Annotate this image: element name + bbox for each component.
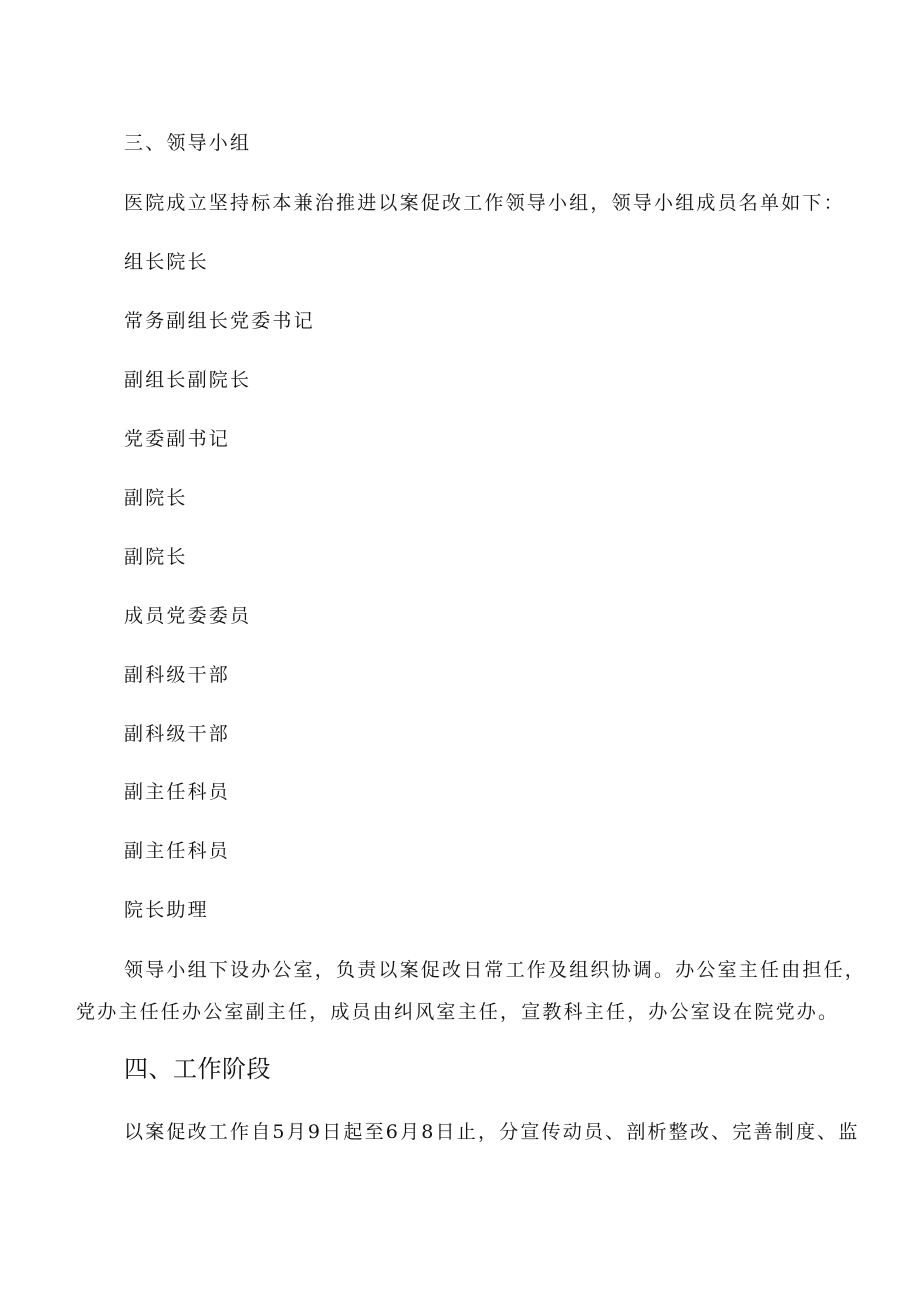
office-paragraph-line-2: 党办主任任办公室副主任，成员由纠风室主任，宣教科主任，办公室设在院党办。 [76, 1001, 840, 1023]
section-heading-work-stages: 四、工作阶段 [124, 1055, 271, 1083]
work-stages-paragraph-line-1: 以案促改工作自5月9日起至6月8日止，分宣传动员、剖析整改、完善制度、监 [124, 1121, 860, 1143]
member-line: 副院长 [124, 487, 188, 509]
member-line: 党委副书记 [124, 428, 231, 450]
member-line: 常务副组长党委书记 [124, 310, 315, 332]
office-paragraph-line-1: 领导小组下设办公室，负责以案促改日常工作及组织协调。办公室主任由担任， [124, 959, 867, 981]
member-line: 组长院长 [124, 251, 209, 273]
member-line: 副科级干部 [124, 664, 231, 686]
leadership-group-intro: 医院成立坚持标本兼治推进以案促改工作领导小组，领导小组成员名单如下： [124, 192, 845, 214]
section-heading-leadership-group: 三、领导小组 [124, 132, 252, 154]
member-line: 副主任科员 [124, 840, 231, 862]
member-line: 副主任科员 [124, 781, 231, 803]
member-line: 副科级干部 [124, 723, 231, 745]
member-line: 院长助理 [124, 899, 209, 921]
member-line: 副院长 [124, 546, 188, 568]
member-line: 副组长副院长 [124, 369, 252, 391]
member-line: 成员党委委员 [124, 605, 252, 627]
